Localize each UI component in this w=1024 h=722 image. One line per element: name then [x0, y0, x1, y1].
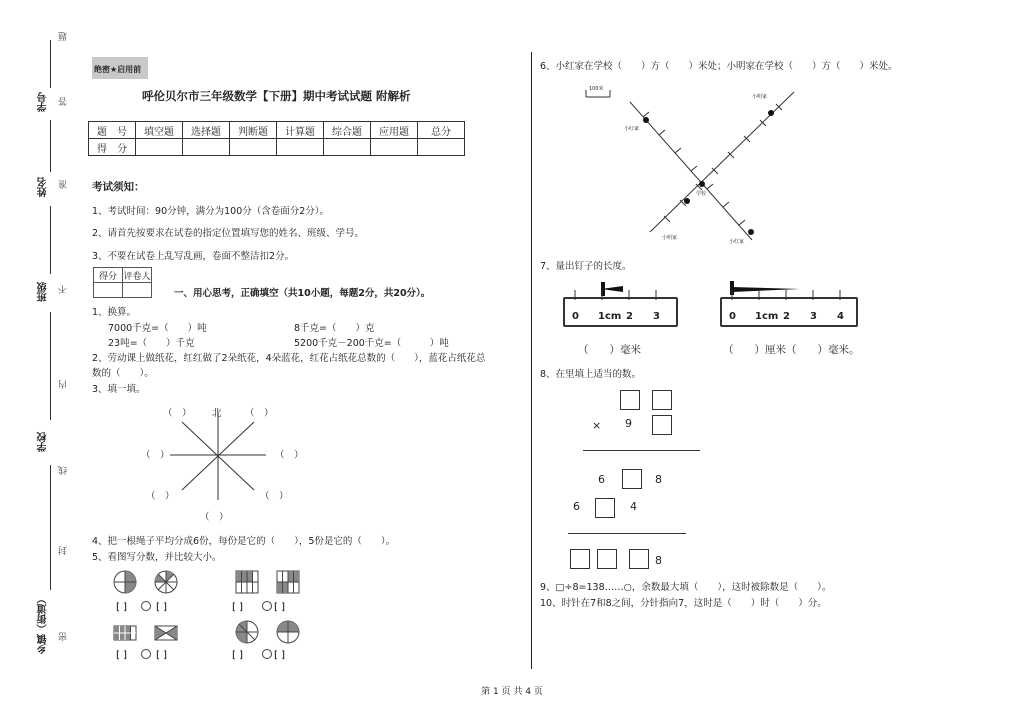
margin-bu: 不 — [59, 285, 69, 294]
svg-text:[ ]: [ ] — [232, 602, 243, 613]
q8-line-1 — [583, 450, 700, 451]
grader-reviewer-cell[interactable] — [123, 283, 152, 298]
compass-ne-blank[interactable]: （ ） — [245, 408, 274, 419]
map-label-xiaoming-ne: 小明家 — [752, 94, 768, 100]
fraction-square-2 — [277, 571, 299, 593]
score-input-cell[interactable] — [136, 139, 183, 156]
fraction-circle-4 — [277, 621, 299, 643]
q8-times: × — [592, 419, 602, 432]
compass-se-blank[interactable]: （ ） — [260, 491, 289, 502]
margin-da: 答 — [59, 97, 69, 106]
q4-text: 4、把一根绳子平均分成6份，每份是它的（ ），5份是它的（ ）。 — [92, 536, 396, 547]
score-cell: 总分 — [418, 122, 465, 139]
map-diagram — [580, 82, 810, 252]
q8-box-bottom-1[interactable] — [570, 549, 590, 569]
section-1-heading: 一、用心思考，正确填空（共10小题，每题2分，共20分）。 — [174, 288, 431, 299]
notice-item-2: 2、请首先按要求在试卷的指定位置填写您的姓名、班级、学号。 — [92, 228, 365, 239]
q7-answer-2: （ ）厘米（ ）毫米。 — [723, 344, 860, 356]
fraction-diamond-1 — [155, 626, 177, 640]
ruler-1-ticks — [565, 276, 676, 301]
fraction-rect-1 — [114, 626, 136, 640]
q1-b: 8千克=（ ）克 — [294, 323, 375, 334]
svg-text:[ ]: [ ] — [274, 602, 285, 613]
column-divider — [531, 52, 532, 669]
svg-text:[ ]: [ ] — [116, 602, 127, 613]
q8-box-top-1[interactable] — [620, 390, 640, 410]
svg-text:[ ]: [ ] — [156, 650, 167, 661]
score-input-cell[interactable] — [371, 139, 418, 156]
score-value-row — [89, 139, 465, 156]
notice-heading: 考试须知： — [92, 181, 145, 193]
q5-text: 5、看图写分数，并比较大小。 — [92, 552, 222, 563]
score-input-cell[interactable] — [277, 139, 324, 156]
margin-xuehao: 学号 — [38, 92, 49, 112]
margin-zhun: 准 — [59, 180, 69, 189]
compass-nw-blank[interactable]: （ ） — [163, 408, 192, 419]
q8-four: 4 — [630, 500, 637, 513]
ruler-2-tick-0: 0 — [729, 311, 736, 322]
score-cell: 题 号 — [89, 122, 136, 139]
grader-score-label: 得分 — [94, 268, 123, 283]
q8-box-mid-1[interactable] — [622, 469, 642, 489]
margin-feng: 封 — [59, 546, 69, 555]
q8-box-bottom-2[interactable] — [597, 549, 617, 569]
margin-xiangzhen: 乡镇（街道） — [38, 594, 49, 654]
ruler-1-tick-3: 3 — [653, 311, 660, 322]
page-title: 呼伦贝尔市三年级数学【下册】期中考试试题 附解析 — [142, 89, 411, 103]
q2-line1: 2、劳动课上做纸花，红红做了2朵纸花，4朵蓝花，红花占纸花总数的（ ），蓝花占纸花总 — [92, 353, 486, 364]
q8-line-2 — [568, 533, 686, 534]
q1-d: 5200千克－200千克=（ ）吨 — [294, 338, 449, 349]
ruler-2-tick-1: 1cm — [755, 311, 779, 322]
ruler-1-tick-2: 2 — [626, 311, 633, 322]
ruler-1-tick-1: 1cm — [598, 311, 622, 322]
map-label-xiaoming-sw: 小明家 — [662, 235, 678, 241]
q8-six-1: 6 — [598, 473, 605, 486]
q7-label: 7、量出钉子的长度。 — [540, 261, 632, 272]
fraction-square-1 — [236, 571, 258, 593]
ruler-2-tick-2: 2 — [783, 311, 790, 322]
svg-text:[ ]: [ ] — [232, 650, 243, 661]
score-cell: 得 分 — [89, 139, 136, 156]
fraction-circle-2 — [155, 571, 177, 593]
score-cell: 判断题 — [230, 122, 277, 139]
ruler-2-tick-4: 4 — [837, 311, 844, 322]
svg-text:[ ]: [ ] — [274, 650, 285, 661]
score-cell: 应用题 — [371, 122, 418, 139]
q6-text: 6、小红家在学校（ ）方（ ）米处；小明家在学校（ ）方（ ）米处。 — [540, 61, 898, 72]
map-label-xiaohong-nw: 小红家 — [624, 126, 640, 132]
compass-e-blank[interactable]: （ ） — [275, 450, 304, 461]
ruler-1-tick-0: 0 — [572, 311, 579, 322]
score-cell: 选择题 — [183, 122, 230, 139]
notice-item-1: 1、考试时间：90分钟，满分为100分（含卷面分2分）。 — [92, 206, 330, 217]
q3-label: 3、填一填。 — [92, 384, 146, 395]
q8-label: 8、在里填上适当的数。 — [540, 369, 642, 380]
margin-nei: 内 — [59, 380, 69, 389]
map-label-xiaohong-se: 小红家 — [729, 239, 745, 245]
grader-box — [93, 267, 152, 298]
ruler-2-tick-3: 3 — [810, 311, 817, 322]
score-cell: 综合题 — [324, 122, 371, 139]
svg-text:[ ]: [ ] — [156, 602, 167, 613]
svg-text:[ ]: [ ] — [116, 650, 127, 661]
fraction-figures — [110, 568, 310, 668]
fraction-circle-1 — [114, 571, 136, 593]
margin-xian: 线 — [59, 466, 69, 475]
q8-box-mid-2[interactable] — [595, 498, 615, 518]
margin-xuexiao: 学校 — [38, 432, 49, 452]
q1-a: 7000千克=（ ）吨 — [108, 323, 207, 334]
q8-six-2: 6 — [573, 500, 580, 513]
score-input-cell[interactable] — [230, 139, 277, 156]
score-input-cell[interactable] — [183, 139, 230, 156]
score-input-cell[interactable] — [418, 139, 465, 156]
margin-xingming: 姓名 — [38, 177, 49, 197]
q8-box-top-2[interactable] — [652, 390, 672, 410]
compass-north-label: 北 — [212, 408, 222, 419]
grader-score-cell[interactable] — [94, 283, 123, 298]
q2-line2: 数的（ ）。 — [92, 368, 154, 379]
q1-c: 23吨=（ ）千克 — [108, 338, 195, 349]
q8-box-multiplier[interactable] — [652, 415, 672, 435]
q8-eight-1: 8 — [655, 473, 662, 486]
page-footer: 第 1 页 共 4 页 — [481, 687, 543, 697]
map-scale-label: 100米 — [589, 86, 604, 92]
q7-answer-1: （ ）毫米 — [578, 344, 641, 356]
margin-ti: 题 — [59, 32, 69, 41]
margin-banji: 班级 — [38, 282, 49, 302]
secret-label: 绝密★启用前 — [92, 57, 148, 79]
score-cell: 填空题 — [136, 122, 183, 139]
q1-label: 1、换算。 — [92, 307, 137, 318]
q10-text: 10、时针在7和8之间，分针指向7，这时是（ ）时（ ）分。 — [540, 598, 827, 609]
notice-item-3: 3、不要在试卷上乱写乱画，卷面不整洁扣2分。 — [92, 251, 295, 262]
score-input-cell[interactable] — [324, 139, 371, 156]
q9-text: 9、□÷8=138……○，余数最大填（ ），这时被除数是（ ）。 — [540, 582, 832, 593]
score-header-row — [89, 122, 465, 139]
q8-box-bottom-3[interactable] — [629, 549, 649, 569]
score-cell: 计算题 — [277, 122, 324, 139]
compass-w-blank[interactable]: （ ） — [141, 450, 170, 461]
q8-eight-2: 8 — [655, 554, 662, 567]
compass-sw-blank[interactable]: （ ） — [146, 491, 175, 502]
score-table — [88, 121, 465, 156]
margin-mi: 密 — [59, 632, 69, 641]
q8-nine: 9 — [625, 417, 632, 430]
compass-s-blank[interactable]: （ ） — [200, 512, 229, 523]
ruler-2-ticks — [722, 276, 856, 301]
fraction-circle-3 — [236, 621, 258, 643]
grader-reviewer-label: 评卷人 — [123, 268, 152, 283]
map-label-school: 学校 — [696, 191, 707, 197]
